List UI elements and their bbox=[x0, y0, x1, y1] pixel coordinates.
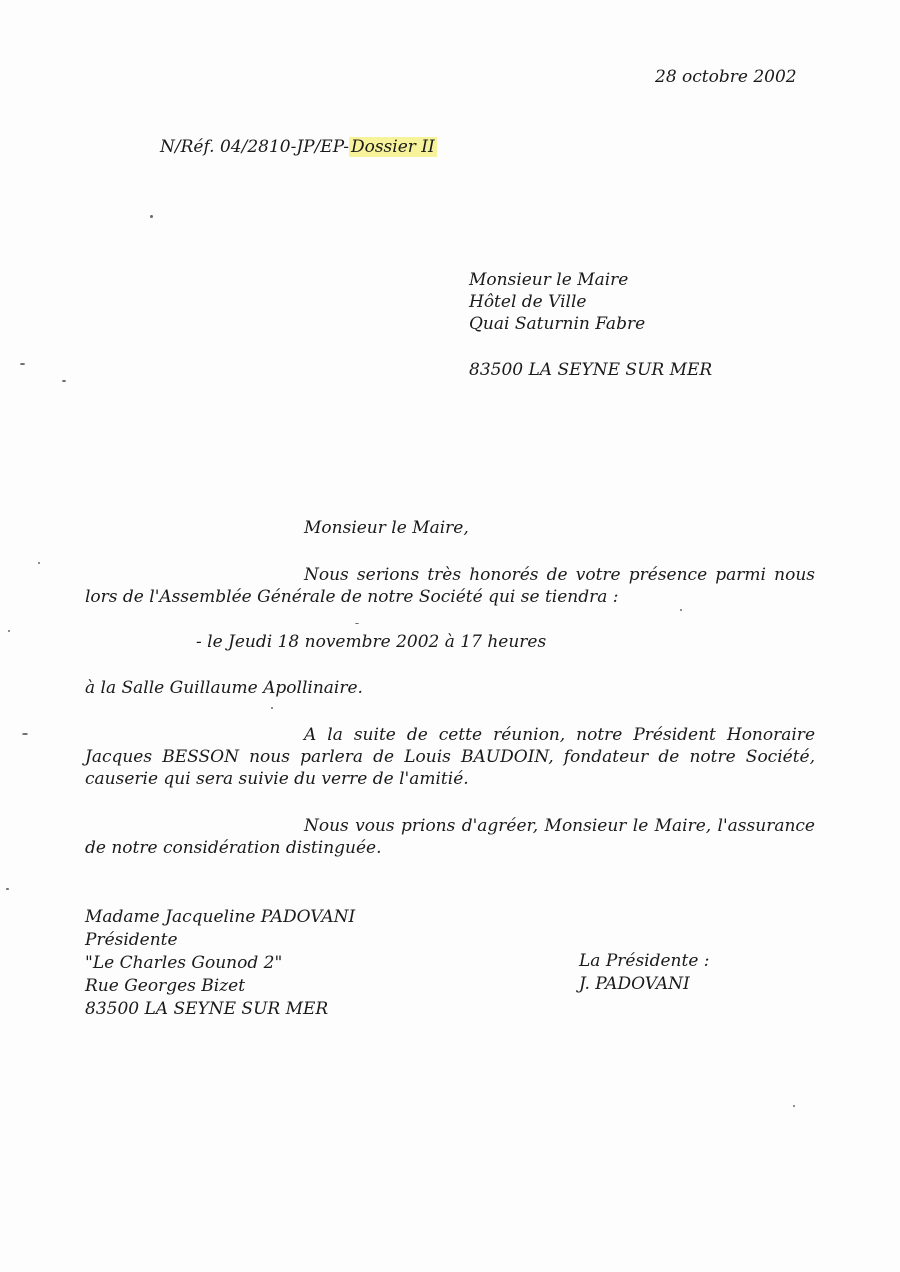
scan-speck bbox=[680, 609, 682, 611]
letter-date: 28 octobre 2002 bbox=[655, 67, 797, 87]
paragraph-text: Nous vous prions d'agréer, Monsieur le Maire, l'assurance de notre considération distinguée. bbox=[85, 816, 815, 858]
scan-speck bbox=[38, 562, 40, 564]
sender-city: 83500 LA SEYNE SUR MER bbox=[85, 999, 329, 1019]
sender-building: "Le Charles Gounod 2" bbox=[85, 953, 283, 973]
scan-speck bbox=[793, 1105, 795, 1107]
salutation: Monsieur le Maire, bbox=[304, 518, 469, 538]
paragraph-closing bbox=[85, 815, 815, 859]
reference-prefix: N/Réf. 04/2810-JP/EP- bbox=[160, 137, 349, 157]
scan-speck bbox=[62, 380, 66, 382]
scan-speck bbox=[6, 888, 9, 890]
sender-street: Rue Georges Bizet bbox=[85, 976, 246, 996]
paragraph-text: A la suite de cette réunion, notre Président Honoraire Jacques BESSON nous parlera de Louis BAUDOIN, fondateur de notre Société, causerie qui sera suivie du verre de l'amitié. bbox=[85, 725, 815, 789]
reference-highlighted: Dossier II bbox=[350, 137, 435, 157]
signature-label: La Présidente : bbox=[579, 951, 710, 971]
scan-speck bbox=[8, 630, 10, 632]
event-venue: à la Salle Guillaume Apollinaire. bbox=[85, 678, 363, 698]
sender-name: Madame Jacqueline PADOVANI bbox=[85, 907, 356, 927]
recipient-line: Monsieur le Maire bbox=[469, 270, 629, 290]
sender-title: Présidente bbox=[85, 930, 178, 950]
recipient-city: 83500 LA SEYNE SUR MER bbox=[469, 360, 713, 380]
paragraph-text: Nous serions très honorés de votre présence parmi nous lors de l'Assemblée Générale de notre Société qui se tiendra : bbox=[85, 565, 815, 607]
reference-line bbox=[160, 136, 437, 158]
recipient-line: Hôtel de Ville bbox=[469, 292, 587, 312]
scan-speck bbox=[355, 623, 359, 624]
scan-speck bbox=[271, 707, 273, 709]
scan-speck bbox=[20, 363, 25, 365]
signature-name: J. PADOVANI bbox=[579, 974, 690, 994]
paragraph-program bbox=[85, 724, 815, 790]
recipient-line: Quai Saturnin Fabre bbox=[469, 314, 646, 334]
scan-speck bbox=[150, 215, 153, 218]
paragraph-invitation bbox=[85, 564, 815, 608]
event-date: - le Jeudi 18 novembre 2002 à 17 heures bbox=[196, 632, 547, 652]
scan-speck bbox=[22, 733, 28, 735]
